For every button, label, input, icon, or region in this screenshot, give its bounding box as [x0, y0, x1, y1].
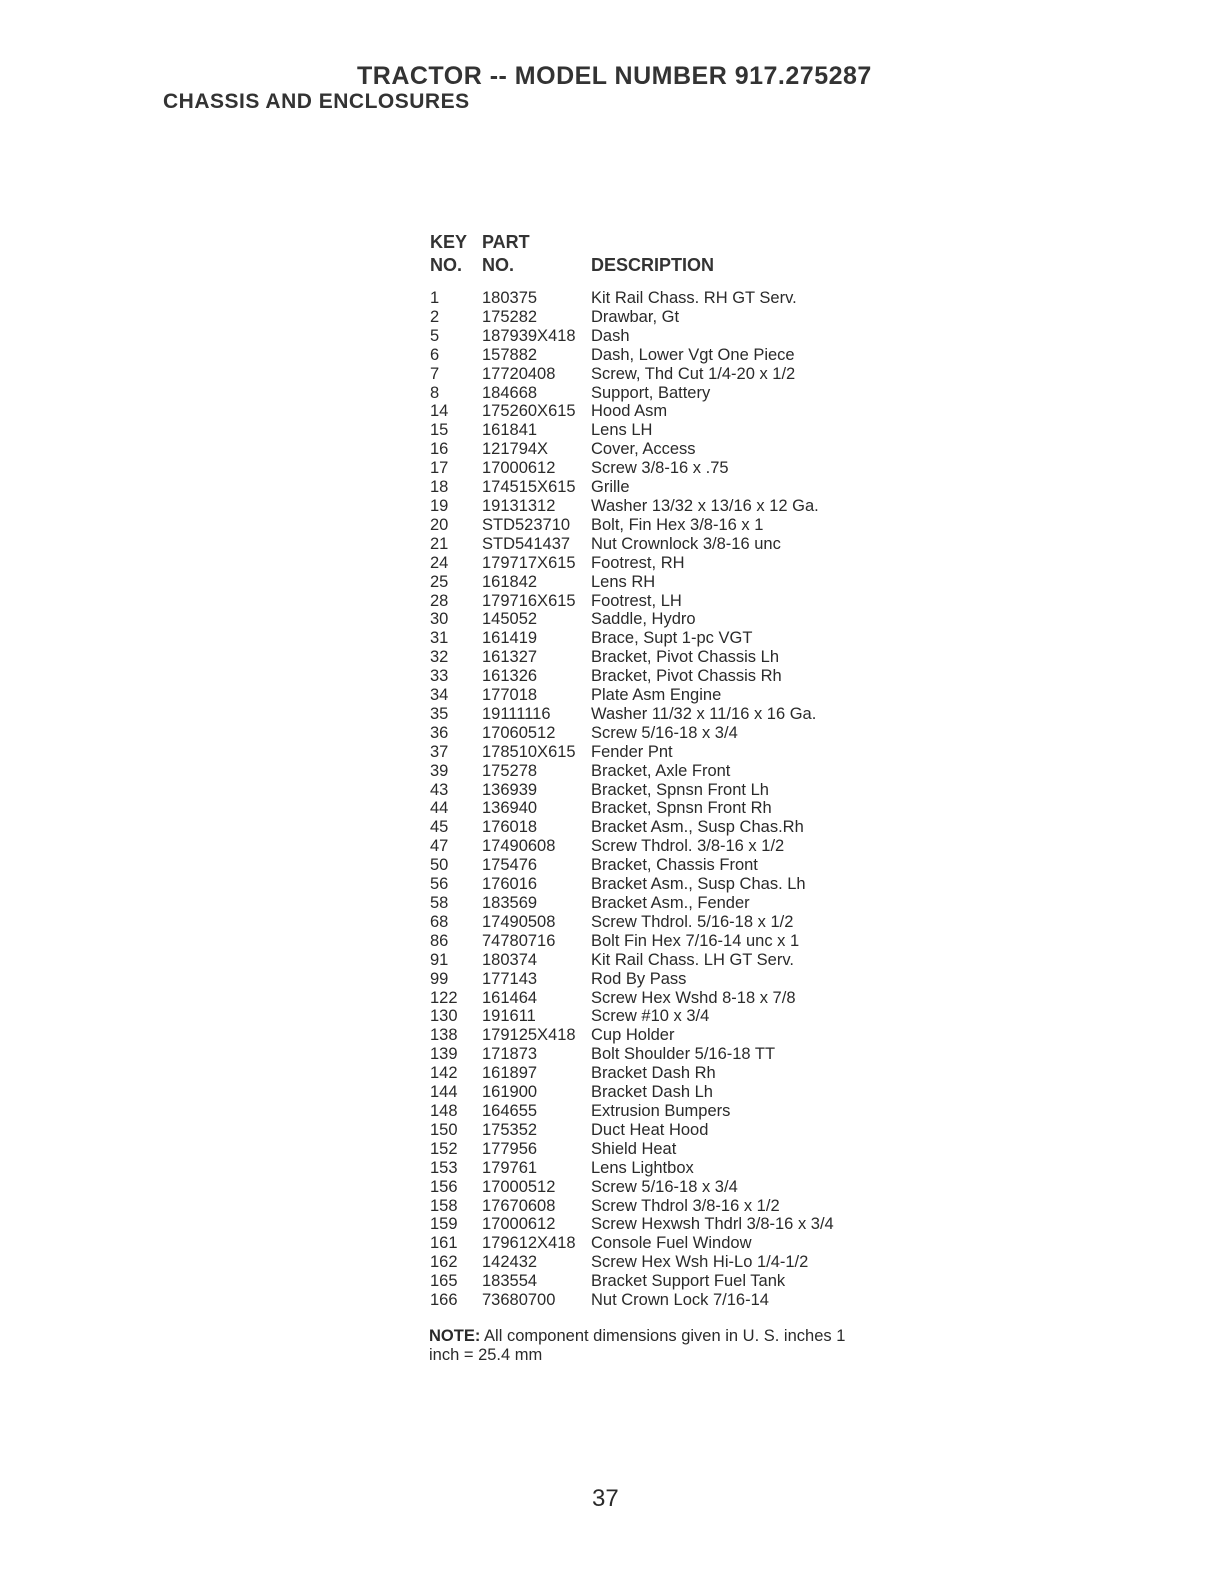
key-no: 31 — [430, 629, 449, 648]
part-no: 73680700 — [482, 1291, 556, 1310]
part-no: 171873 — [482, 1045, 538, 1064]
key-no: 138 — [430, 1026, 458, 1045]
key-no: 16 — [430, 440, 449, 459]
part-no: 157882 — [482, 345, 538, 364]
part-no: 184668 — [482, 383, 538, 402]
description: Console Fuel Window — [591, 1234, 752, 1253]
description: Lens LH — [591, 421, 653, 440]
key-no: 14 — [430, 402, 449, 421]
part-no: 74780716 — [482, 931, 556, 950]
key-no: 25 — [430, 572, 449, 591]
description: Drawbar, Gt — [591, 307, 680, 326]
part-no: 161464 — [482, 988, 538, 1007]
description: Footrest, RH — [591, 553, 685, 572]
key-no: 58 — [430, 894, 449, 912]
description: Support, Battery — [591, 383, 711, 402]
description: Screw Hex Wsh Hi-Lo 1/4-1/2 — [591, 1253, 809, 1272]
key-no: 2 — [430, 307, 440, 326]
description: Bracket, Chassis Front — [591, 856, 758, 875]
key-no: 39 — [430, 761, 449, 780]
key-no: 36 — [430, 723, 449, 742]
key-no: 161 — [430, 1234, 458, 1253]
key-no: 20 — [430, 515, 449, 534]
key-no: 56 — [430, 875, 449, 894]
description: Screw Thdrol 3/8-16 x 1/2 — [591, 1196, 780, 1215]
description: Dash — [591, 326, 630, 345]
part-no: 175352 — [482, 1120, 538, 1139]
note — [429, 1327, 849, 1365]
part-no: 179761 — [482, 1158, 538, 1177]
part-no: 17720408 — [482, 364, 556, 383]
part-no: 17000612 — [482, 1215, 556, 1234]
part-no: 142432 — [482, 1253, 538, 1272]
key-no: 159 — [430, 1215, 458, 1234]
part-no: 175476 — [482, 856, 538, 875]
section-subtitle: CHASSIS AND ENCLOSURES — [163, 90, 470, 113]
part-no: 161326 — [482, 667, 538, 686]
key-no: 153 — [430, 1158, 458, 1177]
header-key-line1: KEY — [430, 232, 468, 252]
description: Bracket, Spnsn Front Lh — [591, 780, 769, 799]
description: Washer 13/32 x 13/16 x 12 Ga. — [591, 496, 819, 515]
description: Bracket Asm., Susp Chas.Rh — [591, 818, 804, 837]
description: Cup Holder — [591, 1026, 675, 1045]
part-no: 179717X615 — [482, 553, 576, 572]
part-no: 121794X — [482, 440, 549, 459]
description: Dash, Lower Vgt One Piece — [591, 345, 795, 364]
description: Bracket Dash Rh — [591, 1064, 716, 1083]
description: Washer 11/32 x 11/16 x 16 Ga. — [591, 704, 817, 723]
description: Bracket Asm., Fender — [591, 894, 750, 912]
key-no: 28 — [430, 591, 449, 610]
key-no: 162 — [430, 1253, 458, 1272]
key-no: 43 — [430, 780, 449, 799]
part-no: 175260X615 — [482, 402, 576, 421]
key-no: 19 — [430, 496, 449, 515]
part-no: 175278 — [482, 761, 538, 780]
part-no: 161841 — [482, 421, 538, 440]
description: Shield Heat — [591, 1139, 677, 1158]
key-no: 158 — [430, 1196, 458, 1215]
header-description: DESCRIPTION — [591, 255, 715, 275]
key-no: 122 — [430, 988, 458, 1007]
key-no: 152 — [430, 1139, 458, 1158]
key-no: 33 — [430, 667, 449, 686]
part-no: 161897 — [482, 1064, 538, 1083]
key-no: 6 — [430, 345, 440, 364]
part-no: 161900 — [482, 1083, 538, 1102]
part-no: 136939 — [482, 780, 538, 799]
description: Bolt, Fin Hex 3/8-16 x 1 — [591, 515, 764, 534]
page-number: 37 — [592, 1485, 619, 1512]
part-no: 161327 — [482, 648, 538, 667]
description: Bracket, Axle Front — [591, 761, 731, 780]
header-part-line1: PART — [482, 232, 530, 252]
header-part-line2: NO. — [482, 255, 515, 275]
description: Extrusion Bumpers — [591, 1101, 731, 1120]
key-no: 165 — [430, 1272, 458, 1291]
key-no: 17 — [430, 459, 449, 478]
part-no: STD541437 — [482, 534, 571, 553]
key-no: 166 — [430, 1291, 458, 1310]
part-no: STD523710 — [482, 515, 571, 534]
key-no: 144 — [430, 1083, 458, 1102]
description: Bracket Support Fuel Tank — [591, 1272, 786, 1291]
key-no: 86 — [430, 931, 449, 950]
part-no: 161842 — [482, 572, 538, 591]
description: Duct Heat Hood — [591, 1120, 709, 1139]
description: Bolt Fin Hex 7/16-14 unc x 1 — [591, 931, 800, 950]
description: Screw 5/16-18 x 3/4 — [591, 723, 738, 742]
key-no: 1 — [430, 289, 440, 307]
part-no: 17000512 — [482, 1177, 556, 1196]
key-no: 142 — [430, 1064, 458, 1083]
part-no: 180375 — [482, 289, 538, 307]
description: Kit Rail Chass. RH GT Serv. — [591, 289, 797, 307]
key-no: 50 — [430, 856, 449, 875]
part-no: 19111116 — [482, 704, 551, 723]
note-label: NOTE: — [429, 1327, 481, 1345]
key-no: 47 — [430, 837, 449, 856]
key-no: 37 — [430, 742, 449, 761]
part-no: 17060512 — [482, 723, 556, 742]
description: Screw Hexwsh Thdrl 3/8-16 x 3/4 — [591, 1215, 834, 1234]
part-no: 17490608 — [482, 837, 556, 856]
description: Saddle, Hydro — [591, 610, 696, 629]
description: Bracket, Pivot Chassis Rh — [591, 667, 782, 686]
part-no: 161419 — [482, 629, 538, 648]
description: Screw, Thd Cut 1/4-20 x 1/2 — [591, 364, 796, 383]
key-no: 30 — [430, 610, 449, 629]
key-no: 5 — [430, 326, 440, 345]
description: Screw 5/16-18 x 3/4 — [591, 1177, 738, 1196]
description: Footrest, LH — [591, 591, 682, 610]
key-no: 18 — [430, 478, 449, 497]
description: Bracket Dash Lh — [591, 1083, 713, 1102]
description: Screw #10 x 3/4 — [591, 1007, 710, 1026]
part-no: 179125X418 — [482, 1026, 576, 1045]
key-no: 8 — [430, 383, 440, 402]
part-no: 19131312 — [482, 496, 556, 515]
key-no: 35 — [430, 704, 449, 723]
description: Lens Lightbox — [591, 1158, 694, 1177]
description: Plate Asm Engine — [591, 686, 722, 705]
key-no: 21 — [430, 534, 449, 553]
part-no: 17670608 — [482, 1196, 556, 1215]
key-no: 7 — [430, 364, 440, 383]
description: Bracket, Pivot Chassis Lh — [591, 648, 779, 667]
key-no: 139 — [430, 1045, 458, 1064]
description: Bolt Shoulder 5/16-18 TT — [591, 1045, 776, 1064]
part-no: 176018 — [482, 818, 538, 837]
key-no: 24 — [430, 553, 449, 572]
key-no: 91 — [430, 950, 449, 969]
part-no: 176016 — [482, 875, 538, 894]
part-no: 145052 — [482, 610, 538, 629]
description: Cover, Access — [591, 440, 696, 459]
part-no: 191611 — [482, 1007, 536, 1026]
key-no: 148 — [430, 1101, 458, 1120]
key-no: 156 — [430, 1177, 458, 1196]
description: Screw Hex Wshd 8-18 x 7/8 — [591, 988, 796, 1007]
description: Brace, Supt 1-pc VGT — [591, 629, 753, 648]
part-no: 136940 — [482, 799, 538, 818]
description: Screw Thdrol. 5/16-18 x 1/2 — [591, 912, 794, 931]
part-no: 183569 — [482, 894, 538, 912]
key-no: 32 — [430, 648, 449, 667]
description: Bracket Asm., Susp Chas. Lh — [591, 875, 806, 894]
header-key-line2: NO. — [430, 255, 463, 275]
part-no: 179612X418 — [482, 1234, 576, 1253]
description: Rod By Pass — [591, 969, 687, 988]
description: Nut Crownlock 3/8-16 unc — [591, 534, 781, 553]
description: Hood Asm — [591, 402, 668, 421]
key-no: 150 — [430, 1120, 458, 1139]
part-no: 175282 — [482, 307, 538, 326]
description: Nut Crown Lock 7/16-14 — [591, 1291, 769, 1310]
page-title: TRACTOR -- MODEL NUMBER 917.275287 — [357, 62, 872, 90]
part-no: 183554 — [482, 1272, 538, 1291]
description: Kit Rail Chass. LH GT Serv. — [591, 950, 794, 969]
note-text: All component dimensions given in U. S. inches 1 inch = 25.4 mm — [429, 1327, 846, 1364]
key-no: 99 — [430, 969, 449, 988]
part-no: 17000612 — [482, 459, 556, 478]
description: Screw Thdrol. 3/8-16 x 1/2 — [591, 837, 785, 856]
key-no: 15 — [430, 421, 449, 440]
description: Lens RH — [591, 572, 656, 591]
description: Screw 3/8-16 x .75 — [591, 459, 729, 478]
part-no: 177956 — [482, 1139, 538, 1158]
key-no: 68 — [430, 912, 449, 931]
description: Grille — [591, 478, 630, 497]
part-no: 174515X615 — [482, 478, 576, 497]
description: Fender Pnt — [591, 742, 673, 761]
key-no: 130 — [430, 1007, 458, 1026]
part-no: 17490508 — [482, 912, 556, 931]
description: Bracket, Spnsn Front Rh — [591, 799, 772, 818]
part-no: 164655 — [482, 1101, 538, 1120]
part-no: 187939X418 — [482, 326, 576, 345]
key-no: 44 — [430, 799, 449, 818]
part-no: 179716X615 — [482, 591, 576, 610]
part-no: 180374 — [482, 950, 538, 969]
key-no: 34 — [430, 686, 449, 705]
part-no: 177018 — [482, 686, 538, 705]
part-no: 178510X615 — [482, 742, 576, 761]
key-no: 45 — [430, 818, 449, 837]
part-no: 177143 — [482, 969, 538, 988]
